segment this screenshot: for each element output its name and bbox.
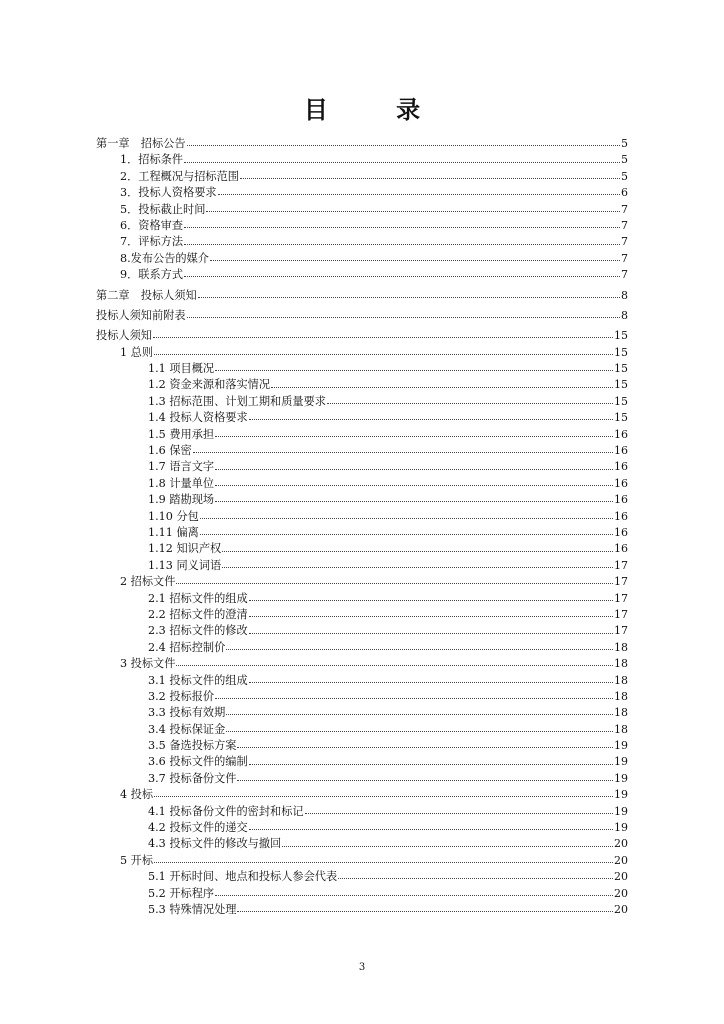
toc-entry[interactable] xyxy=(96,738,628,754)
toc-entry-page: 20 xyxy=(614,853,628,867)
toc-leader-dots xyxy=(184,275,620,277)
toc-entry-page: 18 xyxy=(614,640,628,654)
toc-leader-dots xyxy=(282,845,613,847)
toc-leader-dots xyxy=(249,418,613,420)
toc-entry-page: 16 xyxy=(614,509,628,523)
toc-entry[interactable] xyxy=(96,345,628,361)
toc-leader-dots xyxy=(237,779,613,781)
toc-entry-label: 投标人须知 xyxy=(96,329,152,343)
toc-entry-page: 7 xyxy=(621,202,628,216)
toc-leader-dots xyxy=(249,599,613,601)
toc-entry-label: 1.2 资金来源和落实情况 xyxy=(148,378,271,392)
toc-entry-page: 20 xyxy=(614,902,628,916)
toc-entry[interactable] xyxy=(96,836,628,852)
toc-entry-label: 第一章 招标公告 xyxy=(96,137,186,150)
toc-entry-label: 2.3 招标文件的修改 xyxy=(148,624,248,638)
toc-entry-label: 7．评标方法 xyxy=(120,235,184,249)
toc-entry-page: 8 xyxy=(621,288,628,302)
page-title: 目 录 xyxy=(303,96,451,124)
toc-entry-label: 4.2 投标文件的递交 xyxy=(148,821,248,835)
toc-leader-dots xyxy=(240,177,620,179)
toc-entry-label: 5 开标 xyxy=(120,853,154,867)
toc-entry[interactable] xyxy=(96,136,628,152)
toc-entry[interactable] xyxy=(96,328,628,344)
toc-entry-page: 18 xyxy=(614,722,628,736)
toc-entry-label: 8.发布公告的媒介 xyxy=(120,251,209,265)
toc-entry-label: 1.7 语言文字 xyxy=(148,460,215,474)
toc-entry[interactable] xyxy=(96,853,628,869)
toc-entry-label: 1 总则 xyxy=(120,345,154,359)
toc-leader-dots xyxy=(222,550,613,552)
toc-entry-page: 17 xyxy=(614,624,628,638)
toc-leader-dots xyxy=(187,316,620,318)
toc-entry-label: 1.10 分包 xyxy=(148,509,199,523)
toc-entry-label: 1.12 知识产权 xyxy=(148,542,222,556)
toc-entry-page: 17 xyxy=(614,607,628,621)
toc-entry-page: 19 xyxy=(614,739,628,753)
toc-entry-page: 16 xyxy=(614,525,628,539)
toc-entry-page: 18 xyxy=(614,673,628,687)
toc-leader-dots xyxy=(237,910,613,912)
toc-entry-label: 3.3 投标有效期 xyxy=(148,706,226,720)
toc-entry-label: 3.6 投标文件的编制 xyxy=(148,755,248,769)
toc-entry[interactable] xyxy=(96,509,628,525)
toc-entry[interactable] xyxy=(96,787,628,803)
toc-entry-page: 17 xyxy=(614,575,628,589)
toc-entry-page: 15 xyxy=(614,378,628,392)
toc-entry-page: 16 xyxy=(614,476,628,490)
toc-entry[interactable] xyxy=(96,722,628,738)
toc-entry-label: 投标人须知前附表 xyxy=(96,308,186,322)
toc-entry-page: 15 xyxy=(614,345,628,359)
toc-entry[interactable] xyxy=(96,771,628,787)
toc-leader-dots xyxy=(215,484,613,486)
toc-entry[interactable] xyxy=(96,288,628,304)
toc-entry[interactable] xyxy=(96,185,628,201)
toc-entry[interactable] xyxy=(96,525,628,541)
toc-entry-label: 1.6 保密 xyxy=(148,444,192,458)
toc-leader-dots xyxy=(271,386,613,388)
toc-leader-dots xyxy=(153,336,613,338)
toc-leader-dots xyxy=(154,353,613,355)
toc-entry-label: 1.3 招标范围、计划工期和质量要求 xyxy=(148,394,326,408)
toc-entry-page: 15 xyxy=(614,411,628,425)
toc-entry-page: 19 xyxy=(614,771,628,785)
toc-entry[interactable] xyxy=(96,377,628,393)
toc-entry-label: 1.1 项目概况 xyxy=(148,362,215,376)
toc-leader-dots xyxy=(249,615,613,617)
toc-entry-label: 1.5 费用承担 xyxy=(148,427,215,441)
toc-entry[interactable] xyxy=(96,623,628,639)
toc-leader-dots xyxy=(226,730,613,732)
toc-entry-label: 2.1 招标文件的组成 xyxy=(148,591,248,605)
toc-entry-page: 6 xyxy=(621,186,628,200)
toc-entry[interactable] xyxy=(96,705,628,721)
toc-entry-page: 18 xyxy=(614,706,628,720)
toc-leader-dots xyxy=(305,812,613,814)
toc-entry-page: 5 xyxy=(621,153,628,167)
toc-entry-page: 19 xyxy=(614,804,628,818)
toc-entry[interactable] xyxy=(96,427,628,443)
toc-entry[interactable] xyxy=(96,640,628,656)
toc-entry-page: 5 xyxy=(621,137,628,150)
toc-entry[interactable] xyxy=(96,152,628,168)
toc-leader-dots xyxy=(215,697,613,699)
toc-entry[interactable] xyxy=(96,656,628,672)
toc-leader-dots xyxy=(176,664,613,666)
toc-leader-dots xyxy=(249,632,613,634)
toc-leader-dots xyxy=(200,517,613,519)
toc-entry-label: 4.3 投标文件的修改与撤回 xyxy=(148,837,282,851)
toc-entry-label: 2.2 招标文件的澄清 xyxy=(148,607,248,621)
toc-leader-dots xyxy=(176,582,613,584)
toc-entry[interactable] xyxy=(96,234,628,250)
toc-entry[interactable] xyxy=(96,902,628,918)
toc-entry-page: 7 xyxy=(621,218,628,232)
toc-leader-dots xyxy=(215,500,613,502)
toc-entry-page: 20 xyxy=(614,837,628,851)
toc-entry-page: 19 xyxy=(614,821,628,835)
toc-leader-dots xyxy=(193,451,613,453)
toc-entry-page: 17 xyxy=(614,558,628,572)
toc-entry-label: 2．工程概况与招标范围 xyxy=(120,169,239,183)
toc-entry-page: 8 xyxy=(621,308,628,322)
toc-entry[interactable] xyxy=(96,202,628,218)
toc-entry-page: 7 xyxy=(621,268,628,282)
toc-entry-label: 9．联系方式 xyxy=(120,268,184,282)
toc-entry[interactable] xyxy=(96,574,628,590)
toc-leader-dots xyxy=(249,681,613,683)
toc-entry[interactable] xyxy=(96,169,628,185)
toc-leader-dots xyxy=(187,144,620,146)
toc-leader-dots xyxy=(154,861,613,863)
toc-leader-dots xyxy=(327,402,613,404)
toc-entry[interactable] xyxy=(96,251,628,267)
toc-entry-page: 15 xyxy=(614,362,628,376)
toc-entry[interactable] xyxy=(96,410,628,426)
toc-entry-label: 5.2 开标程序 xyxy=(148,886,215,900)
toc-entry[interactable] xyxy=(96,558,628,574)
toc-entry-page: 20 xyxy=(614,870,628,884)
toc-entry[interactable] xyxy=(96,869,628,885)
toc-entry[interactable] xyxy=(96,267,628,283)
toc-leader-dots xyxy=(249,828,613,830)
toc-entry-label: 1.9 踏勘现场 xyxy=(148,493,215,507)
toc-leader-dots xyxy=(226,713,613,715)
toc-leader-dots xyxy=(200,533,613,535)
toc-entry-label: 5.3 特殊情况处理 xyxy=(148,902,237,916)
toc-entry-label: 6．资格审查 xyxy=(120,218,184,232)
toc-entry-label: 3.1 投标文件的组成 xyxy=(148,673,248,687)
toc-entry[interactable] xyxy=(96,394,628,410)
toc-entry-page: 18 xyxy=(614,657,628,671)
toc-leader-dots xyxy=(206,210,620,212)
toc-leader-dots xyxy=(184,161,620,163)
toc-entry-label: 3.4 投标保证金 xyxy=(148,722,226,736)
toc-entry-page: 17 xyxy=(614,591,628,605)
toc-entry-page: 7 xyxy=(621,235,628,249)
toc-leader-dots xyxy=(184,243,620,245)
toc-leader-dots xyxy=(215,435,613,437)
toc-entry[interactable] xyxy=(96,754,628,770)
toc-entry[interactable] xyxy=(96,820,628,836)
toc-entry[interactable] xyxy=(96,804,628,820)
toc-entry[interactable] xyxy=(96,689,628,705)
toc-entry[interactable] xyxy=(96,607,628,623)
toc-entry[interactable] xyxy=(96,673,628,689)
toc-entry[interactable] xyxy=(96,886,628,902)
toc-entry-label: 3.5 备选投标方案 xyxy=(148,739,237,753)
toc-entry-label: 3.7 投标备份文件 xyxy=(148,771,237,785)
toc-entry-page: 16 xyxy=(614,460,628,474)
toc-entry-page: 7 xyxy=(621,251,628,265)
toc-entry-label: 1.8 计量单位 xyxy=(148,476,215,490)
toc-entry-label: 5．投标截止时间 xyxy=(120,202,206,216)
toc-entry-label: 4 投标 xyxy=(120,788,154,802)
toc-entry-page: 20 xyxy=(614,886,628,900)
toc-entry-label: 5.1 开标时间、地点和投标人参会代表 xyxy=(148,870,338,884)
toc-entry[interactable] xyxy=(96,308,628,324)
toc-entry-page: 5 xyxy=(621,169,628,183)
toc-entry[interactable] xyxy=(96,218,628,234)
toc-leader-dots xyxy=(215,369,613,371)
toc-entry-label: 3 投标文件 xyxy=(120,657,176,671)
toc-entry-page: 16 xyxy=(614,542,628,556)
toc-leader-dots xyxy=(210,259,620,261)
toc-entry-page: 19 xyxy=(614,755,628,769)
toc-entry-page: 15 xyxy=(614,394,628,408)
toc-entry-page: 16 xyxy=(614,493,628,507)
toc-leader-dots xyxy=(338,877,613,879)
toc-entry-label: 3．投标人资格要求 xyxy=(120,186,217,200)
toc-entry[interactable] xyxy=(96,443,628,459)
toc-leader-dots xyxy=(226,648,613,650)
toc-entry[interactable] xyxy=(96,361,628,377)
toc-entry-page: 19 xyxy=(614,788,628,802)
toc-leader-dots xyxy=(215,468,613,470)
toc-leader-dots xyxy=(215,894,613,896)
toc-leader-dots xyxy=(249,763,613,765)
toc-entry[interactable] xyxy=(96,492,628,508)
toc-leader-dots xyxy=(198,296,620,298)
toc-leader-dots xyxy=(184,226,620,228)
toc-entry-page: 15 xyxy=(614,329,628,343)
toc-entry-label: 1．招标条件 xyxy=(120,153,184,167)
toc-entry-page: 18 xyxy=(614,689,628,703)
toc-entry-label: 1.11 偏离 xyxy=(148,525,199,539)
toc-entry-label: 4.1 投标备份文件的密封和标记 xyxy=(148,804,304,818)
toc-entry-page: 16 xyxy=(614,427,628,441)
table-of-contents xyxy=(96,136,628,918)
toc-entry-label: 1.4 投标人资格要求 xyxy=(148,411,248,425)
toc-entry-label: 3.2 投标报价 xyxy=(148,689,215,703)
toc-entry[interactable] xyxy=(96,541,628,557)
toc-entry-label: 2 招标文件 xyxy=(120,575,176,589)
toc-leader-dots xyxy=(237,746,613,748)
toc-entry[interactable] xyxy=(96,476,628,492)
toc-leader-dots xyxy=(222,566,613,568)
toc-entry-label: 1.13 同义词语 xyxy=(148,558,222,572)
toc-entry[interactable] xyxy=(96,459,628,475)
toc-leader-dots xyxy=(218,193,620,195)
toc-leader-dots xyxy=(154,795,613,797)
toc-entry-page: 16 xyxy=(614,444,628,458)
toc-entry-label: 2.4 招标控制价 xyxy=(148,640,226,654)
page-number: 3 xyxy=(358,962,366,973)
toc-entry[interactable] xyxy=(96,591,628,607)
toc-entry-label: 第二章 投标人须知 xyxy=(96,288,197,302)
